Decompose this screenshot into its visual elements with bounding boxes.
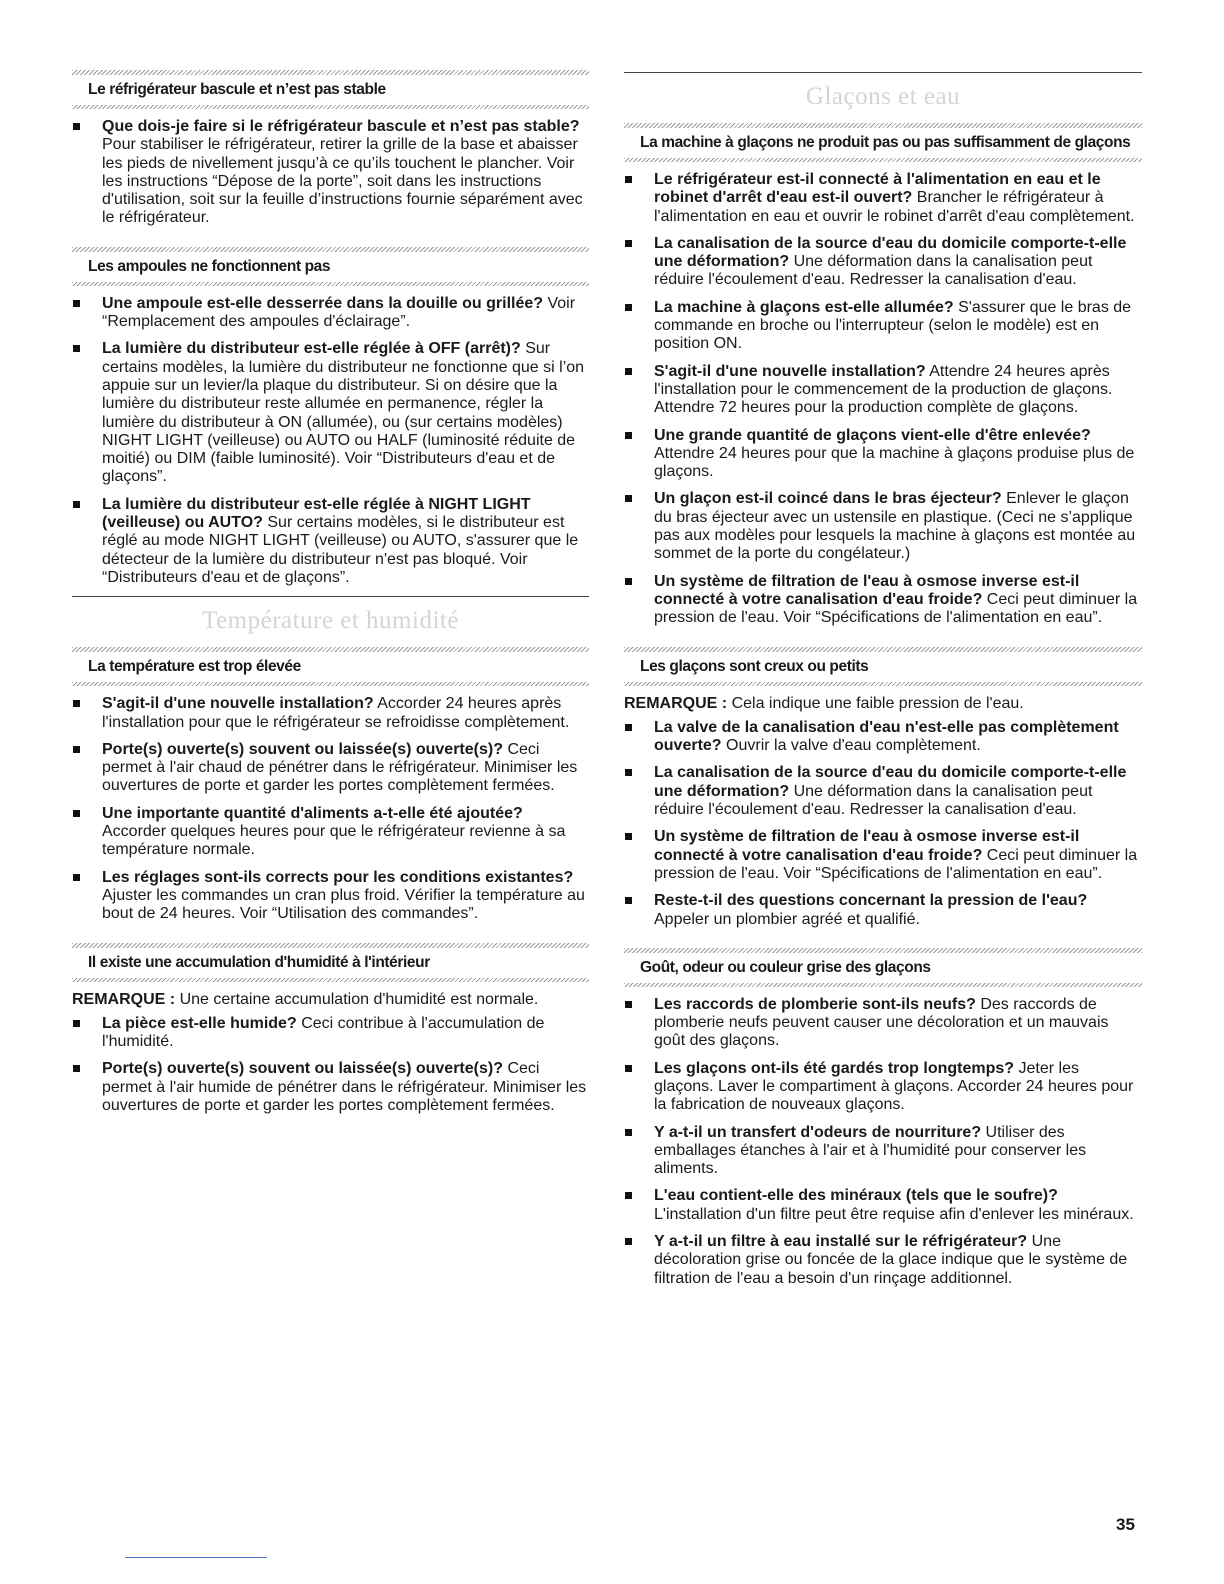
question: Une importante quantité d'aliments a-t-elle été ajoutée? [102, 804, 523, 822]
subsection-header [624, 647, 1142, 686]
question: Les réglages sont-ils corrects pour les conditions existantes? [102, 868, 574, 886]
answer: Ceci peut diminuer la pression de l'eau. Voir “Spécifications de l'alimentation en eau”. [654, 846, 1138, 882]
answer: Sur certains modèles, la lumière du distributeur ne fonctionne que si l’on appuie sur un levier/la plaque du distributeur. Si on désire que la lumière du distributeur reste allumée en permanence, régler la lumière du distributeur à ON (allumée), ou (sur certains modèles) NIGHT LIGHT (veilleuse) ou AUTO ou HALF (luminosité réduite de moitié) ou DIM (faible luminosité). Voir “Distributeurs d'eau et de glaçons”. [102, 340, 585, 486]
hatch-rule [72, 682, 589, 686]
subsection-title: La machine à glaçons ne produit pas ou pas suffisamment de glaçons [640, 134, 1131, 151]
square-bullet-icon [625, 304, 632, 311]
answer: Accorder 24 heures après l'installation pour que le réfrigérateur se refroidisse complètement. [102, 695, 570, 731]
note [72, 991, 589, 1009]
question: S'agit-il d'une nouvelle installation? [102, 695, 374, 713]
square-bullet-icon [625, 1065, 632, 1072]
question: Les raccords de plomberie sont-ils neufs? [654, 995, 976, 1013]
answer: Jeter les glaçons. Laver le compartiment à glaçons. Accorder 24 heures pour la fabrication de nouveaux glaçons. [654, 1059, 1134, 1114]
square-bullet-icon [625, 578, 632, 585]
note-text: Cela indique une faible pression de l'eau. [731, 694, 1024, 712]
hatch-rule [72, 943, 589, 948]
hatch-rule [624, 158, 1142, 162]
square-bullet-icon [625, 1192, 632, 1199]
answer: Une déformation dans la canalisation peut réduire l'écoulement d'eau. Redresser la canalisation d'eau. [654, 253, 1093, 289]
qa-item [624, 171, 1142, 226]
square-bullet-icon [625, 724, 632, 731]
answer: Accorder quelques heures pour que le réfrigérateur revienne à sa température normale. [102, 823, 566, 859]
section-title: Glaçons et eau [805, 83, 961, 110]
qa-item [624, 828, 1142, 883]
square-bullet-icon [73, 501, 80, 508]
question: La canalisation de la source d'eau du domicile comporte-t-elle une déformation? [654, 234, 1127, 271]
subsection-header [72, 70, 589, 109]
subsection-header [72, 943, 589, 982]
question: Les glaçons ont-ils été gardés trop longtemps? [654, 1059, 1015, 1077]
answer: Ceci contribue à l'accumulation de l'humidité. [102, 1014, 545, 1051]
square-bullet-icon [625, 1001, 632, 1008]
hatch-rule [624, 983, 1142, 987]
qa-item [624, 573, 1142, 628]
qa-list [72, 295, 589, 587]
answer: S'assurer que le bras de commande en broche ou l'interrupteur (selon le modèle) est en position ON. [654, 298, 1132, 353]
square-bullet-icon [625, 897, 632, 904]
qa-item [72, 1060, 589, 1115]
question: Un système de filtration de l'eau à osmose inverse est-il connecté à votre canalisation d'eau froide? [654, 572, 1080, 608]
subsection-header [72, 247, 589, 286]
square-bullet-icon [73, 300, 80, 307]
square-bullet-icon [625, 240, 632, 247]
square-bullet-icon [625, 769, 632, 776]
hatch-rule [624, 682, 1142, 686]
square-bullet-icon [73, 1065, 80, 1072]
question: Y a-t-il un transfert d'odeurs de nourriture? [654, 1123, 982, 1141]
question: Un glaçon est-il coincé dans le bras éjecteur? [654, 490, 1002, 508]
footer-rule [125, 1557, 267, 1558]
question: Porte(s) ouverte(s) souvent ou laissée(s) ouverte(s)? [102, 1060, 503, 1078]
qa-item [72, 695, 589, 732]
answer: Une déformation dans la canalisation peut réduire l'écoulement d'eau. Redresser la canalisation d'eau. [654, 782, 1093, 819]
qa-list [624, 171, 1142, 628]
answer: Ceci permet à l'air humide de pénétrer dans le réfrigérateur. Minimiser les ouvertures de porte et garder les portes complètement fermées. [102, 1060, 587, 1114]
question: La valve de la canalisation d'eau n'est-elle pas complètement ouverte? [654, 718, 1119, 755]
page-number: 35 [1116, 1515, 1135, 1534]
qa-item [72, 1015, 589, 1052]
qa-item [72, 805, 589, 860]
answer: Utiliser des emballages étanches à l'air et à l'humidité pour conserver les aliments. [654, 1123, 1087, 1178]
subsection-header [624, 948, 1142, 987]
hatch-rule [72, 247, 589, 252]
square-bullet-icon [625, 833, 632, 840]
question: Le réfrigérateur est-il connecté à l'alimentation en eau et le robinet d'arrêt d'eau est-il ouvert? [654, 171, 1101, 207]
answer: Ouvrir la valve d'eau complètement. [726, 737, 981, 755]
subsection-title: Le réfrigérateur bascule et n’est pas stable [88, 81, 386, 98]
square-bullet-icon [73, 123, 80, 130]
answer: Attendre 24 heures pour que la machine à glaçons produise plus de glaçons. [654, 444, 1135, 481]
question: Que dois-je faire si le réfrigérateur bascule et n’est pas stable? [102, 118, 580, 135]
note-label: REMARQUE : [624, 694, 728, 712]
square-bullet-icon [625, 495, 632, 502]
qa-item [624, 1124, 1142, 1179]
qa-item [624, 719, 1142, 756]
question: Une grande quantité de glaçons vient-elle d'être enlevée? [654, 426, 1091, 444]
qa-item [72, 118, 589, 228]
subsection-title: Les glaçons sont creux ou petits [640, 657, 869, 675]
answer: Enlever le glaçon du bras éjecteur avec un ustensile en plastique. (Ceci ne s’applique pas aux modèles pour lesquels la machine à glaçons est montée au sommet de la porte du congélateur.) [654, 490, 1136, 563]
answer: L'installation d'un filtre peut être requise afin d'enlever les minéraux. [654, 1205, 1134, 1223]
subsection-header [72, 647, 589, 686]
qa-item [624, 892, 1142, 929]
subsection-title: La température est trop élevée [88, 658, 301, 676]
qa-item [72, 340, 589, 486]
qa-list [624, 719, 1142, 929]
qa-item [624, 1187, 1142, 1224]
question: Reste-t-il des questions concernant la pression de l'eau? [654, 892, 1088, 910]
subsection-title: Les ampoules ne fonctionnent pas [88, 257, 331, 275]
qa-item [72, 741, 589, 796]
square-bullet-icon [625, 1129, 632, 1136]
question: Un système de filtration de l'eau à osmose inverse est-il connecté à votre canalisation d'eau froide? [654, 828, 1080, 864]
hatch-rule [624, 647, 1142, 652]
hatch-rule [72, 647, 589, 652]
answer: Des raccords de plomberie neufs peuvent causer une décoloration et un mauvais goût des glaçons. [654, 995, 1109, 1050]
square-bullet-icon [625, 432, 632, 439]
subsection-title: Goût, odeur ou couleur grise des glaçons [640, 958, 931, 976]
square-bullet-icon [625, 176, 632, 183]
answer: Sur certains modèles, si le distributeur est réglé au mode NIGHT LIGHT (veilleuse) ou AUTO, s'assurer que le détecteur de la lumière du distributeur n'est pas bloqué. Voir “Distributeurs d'eau et de glaçons”. [102, 514, 579, 586]
question: L'eau contient-elle des minéraux (tels que le soufre)? [654, 1187, 1058, 1205]
subsection-title: Il existe une accumulation d'humidité à l'intérieur [88, 953, 430, 971]
answer: Ajuster les commandes un cran plus froid. Vérifier la température au bout de 24 heures. Voir “Utilisation des commandes”. [102, 886, 585, 923]
hatch-rule [72, 978, 589, 982]
qa-item [624, 1060, 1142, 1115]
question: Y a-t-il un filtre à eau installé sur le réfrigérateur? [654, 1233, 1028, 1251]
qa-item [624, 996, 1142, 1051]
qa-item [624, 764, 1142, 819]
note-label: REMARQUE : [72, 990, 176, 1008]
answer: Ceci peut diminuer la pression de l'eau. Voir “Spécifications de l'alimentation en eau”. [654, 590, 1138, 627]
right-column [624, 70, 1142, 1297]
question: La pièce est-elle humide? [102, 1014, 297, 1032]
qa-list [72, 695, 589, 923]
answer: Ceci permet à l'air chaud de pénétrer dans le réfrigérateur. Minimiser les ouvertures de porte et garder les portes complètement fermées. [102, 740, 578, 795]
square-bullet-icon [73, 874, 80, 881]
question: La lumière du distributeur est-elle réglée à OFF (arrêt)? [102, 340, 521, 358]
subsection-header [624, 123, 1142, 162]
square-bullet-icon [625, 1238, 632, 1245]
qa-item [624, 427, 1142, 482]
hatch-rule [72, 282, 589, 286]
qa-item [72, 869, 589, 924]
answer: Une décoloration grise ou foncée de la glace indique que le système de filtration de l'eau a besoin d'un rinçage additionnel. [654, 1233, 1128, 1287]
hatch-rule [72, 70, 589, 75]
qa-item [72, 496, 589, 587]
hatch-rule [624, 948, 1142, 953]
qa-item [624, 235, 1142, 290]
qa-list [72, 1015, 589, 1115]
square-bullet-icon [73, 1020, 80, 1027]
hatch-rule [624, 123, 1142, 128]
question: S'agit-il d'une nouvelle installation? [654, 362, 926, 380]
qa-item [624, 299, 1142, 354]
hatch-rule [72, 105, 589, 109]
note-text: Une certaine accumulation d'humidité est normale. [179, 990, 539, 1008]
square-bullet-icon [625, 368, 632, 375]
answer: Attendre 24 heures après l'installation pour le commencement de la production de glaçons. Attendre 72 heures pour la production complète de glaçons. [654, 362, 1113, 417]
question: La canalisation de la source d'eau du domicile comporte-t-elle une déformation? [654, 764, 1127, 800]
answer: Pour stabiliser le réfrigérateur, retirer la grille de la base et abaisser les pieds de nivellement jusqu’à ce qu’ils touchent le plancher. Voir les instructions “Dépose de la porte”, soit dans les instructions d'utilisation, soit sur la feuille d’instructions fournie séparément avec le réfrigérateur. [102, 136, 583, 227]
left-column [72, 70, 589, 1124]
answer: Voir “Remplacement des ampoules d'éclairage”. [102, 294, 576, 331]
answer: Brancher le réfrigérateur à l'alimentation en eau et ouvrir le robinet d'arrêt d'eau complètement. [654, 189, 1135, 225]
note [624, 695, 1142, 713]
qa-list [624, 996, 1142, 1288]
qa-item [72, 295, 589, 332]
qa-list [72, 118, 589, 228]
square-bullet-icon [73, 810, 80, 817]
question: La lumière du distributeur est-elle réglée à NIGHT LIGHT (veilleuse) ou AUTO? [102, 495, 531, 532]
qa-item [624, 490, 1142, 563]
qa-item [624, 1233, 1142, 1288]
question: La machine à glaçons est-elle allumée? [654, 298, 954, 316]
question: Une ampoule est-elle desserrée dans la douille ou grillée? [102, 294, 544, 312]
qa-item [624, 363, 1142, 418]
square-bullet-icon [73, 700, 80, 707]
square-bullet-icon [73, 746, 80, 753]
section-title: Température et humidité [202, 607, 459, 635]
question: Porte(s) ouverte(s) souvent ou laissée(s) ouverte(s)? [102, 740, 503, 758]
answer: Appeler un plombier agréé et qualifié. [654, 910, 920, 928]
square-bullet-icon [73, 345, 80, 352]
